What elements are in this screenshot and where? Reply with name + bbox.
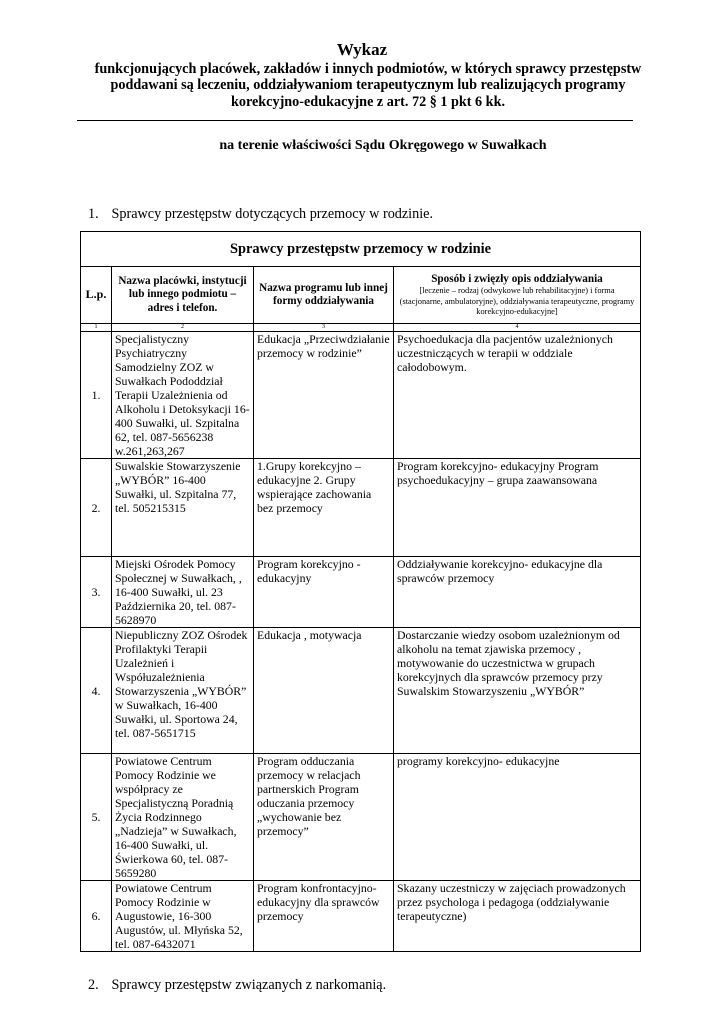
row-lp: 3. <box>81 557 112 628</box>
column-number: 2 <box>112 324 254 332</box>
header-method-title: Sposób i zwięzły opis oddziaływania <box>431 272 603 285</box>
row-lp: 4. <box>81 628 112 754</box>
section-number: 2. <box>88 977 99 993</box>
section-heading-2 <box>88 976 386 994</box>
row-program: Program konfrontacyjno-edukacyjny dla sprawców przemocy <box>254 881 394 952</box>
table-caption: Sprawcy przestępstw przemocy w rodzinie <box>81 232 641 267</box>
table-row <box>81 459 641 557</box>
row-program: 1.Grupy korekcyjno – edukacyjne 2. Grupy wspierające zachowania bez przemocy <box>254 459 394 557</box>
row-lp: 2. <box>81 459 112 557</box>
row-method: Oddziaływanie korekcyjno- edukacyjne dla sprawców przemocy <box>394 557 641 628</box>
section-number: 1. <box>88 206 99 222</box>
row-institution: Miejski Ośrodek Pomocy Społecznej w Suwałkach, , 16-400 Suwałki, ul. 23 Października 20, tel. 087-5628970 <box>112 557 254 628</box>
section-title: Sprawcy przestępstw związanych z narkomanią. <box>111 977 387 993</box>
document-title: Wykaz <box>336 40 388 59</box>
court-region: na terenie właściwości Sądu Okręgowego w Suwałkach <box>219 138 547 153</box>
table-row <box>81 628 641 754</box>
document-subtitle: funkcjonujących placówek, zakładów i innych podmiotów, w których sprawcy przestępstw poddawani są leczeniu, oddziaływaniom terapeutycznym lub realizujących programy korekcyjno-edukacyjne z art. 72 § 1 pkt 6 kk. <box>94 61 642 110</box>
row-institution: Powiatowe Centrum Pomocy Rodzinie w Augustowie, 16-300 Augustów, ul. Młyńska 52, tel. 087-6432071 <box>112 881 254 952</box>
table-row <box>81 881 641 952</box>
table-row <box>81 557 641 628</box>
row-method: Skazany uczestniczy w zajęciach prowadzonych przez psychologa i pedagoga (oddziaływanie terapeutyczne) <box>394 881 641 952</box>
header-method-note: [leczenie – rodzaj (odwykowe lub rehabilitacyjne) i forma (stacjonarne, ambulatoryjne), oddziaływania terapeutyczne, programy korekcyjno-edukacyjne] <box>399 286 635 316</box>
row-method: Dostarczanie wiedzy osobom uzależnionym od alkoholu na temat zjawiska przemocy , motywowanie do uczestnictwa w grupach korekcyjnych dla sprawców przemocy przy Suwalskim Stowarzyszeniu „WYBÓR” <box>394 628 641 754</box>
header-institution: Nazwa placówki, instytucji lub innego podmiotu – adres i telefon. <box>112 267 254 324</box>
row-program: Program odduczania przemocy w relacjach partnerskich Program oduczania przemocy „wychowanie bez przemocy” <box>254 754 394 881</box>
column-number: 4 <box>394 324 641 332</box>
row-institution: Specjalistyczny Psychiatryczny Samodzielny ZOZ w Suwałkach Pododdział Terapii Uzależnienia od Alkoholu i Detoksykacji 16-400 Suwałki, ul. Szpitalna 62, tel. 087-5656238 w.261,263,267 <box>112 332 254 459</box>
program-table <box>80 231 641 952</box>
header-method <box>394 267 641 324</box>
row-method: Program korekcyjno- edukacyjny Program psychoedukacyjny – grupa zaawansowana <box>394 459 641 557</box>
row-lp: 6. <box>81 881 112 952</box>
row-institution: Suwalskie Stowarzyszenie „WYBÓR” 16-400 Suwałki, ul. Szpitalna 77, tel. 505215315 <box>112 459 254 557</box>
table-row <box>81 754 641 881</box>
section-title: Sprawcy przestępstw dotyczących przemocy w rodzinie. <box>111 206 434 222</box>
row-method: Psychoedukacja dla pacjentów uzależnionych uczestniczących w terapii w oddziale całodobowym. <box>394 332 641 459</box>
title-divider <box>77 120 633 121</box>
column-number: 1 <box>81 324 112 332</box>
row-institution: Niepubliczny ZOZ Ośrodek Profilaktyki Terapii Uzależnień i Współuzależnienia Stowarzyszenia „WYBÓR” w Suwałkach, 16-400 Suwałki, ul. Sportowa 24, tel. 087-5651715 <box>112 628 254 754</box>
section-heading-1 <box>88 205 433 223</box>
header-program: Nazwa programu lub innej formy oddziaływania <box>254 267 394 324</box>
row-program: Edukacja , motywacja <box>254 628 394 754</box>
row-program: Program korekcyjno - edukacyjny <box>254 557 394 628</box>
row-lp: 1. <box>81 332 112 459</box>
column-number: 3 <box>254 324 394 332</box>
row-lp: 5. <box>81 754 112 881</box>
table-header-row <box>81 267 641 324</box>
column-number-row <box>81 324 641 332</box>
table-row <box>81 332 641 459</box>
row-institution: Powiatowe Centrum Pomocy Rodzinie we współpracy ze Specjalistyczną Poradnią Życia Rodzinnego „Nadzieja” w Suwałkach, 16-400 Suwałki, ul. Świerkowa 60, tel. 087-5659280 <box>112 754 254 881</box>
row-method: programy korekcyjno- edukacyjne <box>394 754 641 881</box>
row-program: Edukacja „Przeciwdziałanie przemocy w rodzinie” <box>254 332 394 459</box>
header-lp: L.p. <box>81 267 112 324</box>
